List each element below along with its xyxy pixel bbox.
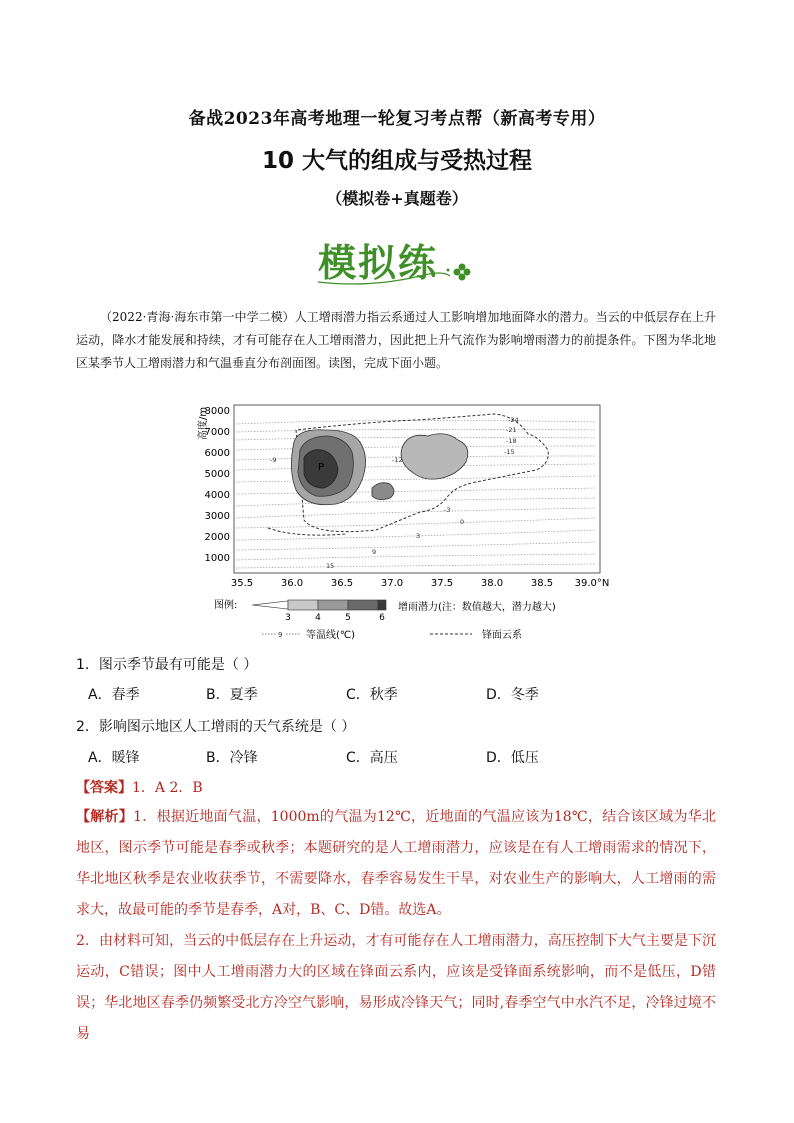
- chapter-title: 10 大气的组成与受热过程: [261, 148, 532, 174]
- x-tick-label: 35.5: [230, 578, 254, 589]
- y-tick-label: 5000: [204, 469, 230, 480]
- analysis-paragraph-2: 2．由材料可知，当云的中低层存在上升运动，才有可能存在人工增雨潜力，高压控制下大气主要是下沉运动，C错误；图中人工增雨潜力大的区域在锋面云系内，应该是受锋面系统影响，而不是低压，D错误；华北地区春季仍频繁受北方冷空气影响，易形成冷锋天气；同时,春季空气中水汽不足，冷锋过境不易: [76, 933, 716, 1042]
- legend-value: 4: [315, 613, 321, 623]
- point-p-label: P: [318, 462, 325, 473]
- legend-swatch-6: [378, 600, 386, 610]
- y-tick-label: 3000: [204, 511, 230, 522]
- isotherm-label: -3: [444, 506, 451, 514]
- subtitle: （模拟卷+真题卷）: [326, 189, 468, 208]
- y-tick-label: 1000: [204, 553, 230, 564]
- option-b[interactable]: B．冷锋: [206, 750, 258, 766]
- option-c[interactable]: C．高压: [346, 750, 398, 766]
- figure-legend: [214, 598, 556, 641]
- y-tick-label: 4000: [204, 490, 230, 501]
- answer-text: 1．A 2．B: [132, 780, 203, 796]
- legend-swatch-5: [348, 600, 378, 610]
- option-d[interactable]: D．冬季: [486, 687, 539, 703]
- series-title: 备战2023年高考地理一轮复习考点帮（新高考专用）: [188, 109, 606, 129]
- isotherm-label: -9: [270, 456, 277, 464]
- cross-section-figure: [176, 400, 622, 646]
- y-tick-label: 6000: [204, 448, 230, 459]
- isotherm-label: 15: [326, 562, 335, 570]
- isotherm-label: -21: [506, 426, 517, 434]
- x-tick-label: 36.5: [330, 578, 354, 589]
- legend-swatch-3: [288, 600, 318, 610]
- isotherm-label: 0: [460, 518, 465, 526]
- legend-front-label: 锋面云系: [482, 630, 522, 641]
- option-c[interactable]: C．秋季: [346, 687, 398, 703]
- legend-potential-label: 增雨潜力(注：数值越大，潜力越大): [398, 602, 556, 613]
- isotherm-label: -24: [508, 416, 519, 424]
- option-a[interactable]: A．春季: [88, 687, 140, 703]
- x-tick-label: 38.0: [480, 578, 504, 589]
- legend-value: 6: [379, 613, 385, 623]
- answer-line: [76, 777, 203, 797]
- x-tick-label: 39.0°N: [574, 578, 610, 589]
- x-tick-label: 36.0: [280, 578, 304, 589]
- option-d[interactable]: D．低压: [486, 750, 539, 766]
- isotherm-label: -12: [392, 456, 403, 464]
- legend-isotherm-label: 等温线(℃): [306, 630, 356, 641]
- option-b[interactable]: B．夏季: [206, 687, 258, 703]
- question-1-stem: 1．图示季节最有可能是（ ）: [76, 657, 258, 673]
- isotherm-label: -15: [504, 448, 515, 456]
- analysis-text-1: 1．根据近地面气温，1000m的气温为12℃，近地面的气温应该为18℃，结合该区域为华北地区，图示季节可能是春季或秋季；本题研究的是人工增雨潜力，应该是在有人工增雨需求的情况下，华北地区秋季是农业收获季节，不需要降水，春季容易发生干旱，对农业生产的影响大，人工增雨的需求大，故最可能的季节是春季，A对，B、C、D错。故选A。: [76, 809, 717, 918]
- banner-title: 模拟练: [318, 241, 439, 285]
- option-a[interactable]: A．暖锋: [88, 750, 140, 766]
- x-tick-label: 38.5: [530, 578, 554, 589]
- section-banner: [310, 232, 480, 290]
- isotherm-label: 9: [372, 548, 377, 556]
- legend-value: 5: [345, 613, 351, 623]
- analysis-paragraph-1: [76, 802, 716, 926]
- legend-value: 3: [285, 613, 291, 623]
- isotherm-label: -18: [506, 437, 517, 445]
- isotherm-label: 3: [416, 532, 421, 540]
- y-tick-label: 8000: [204, 406, 230, 417]
- x-tick-label: 37.0: [380, 578, 404, 589]
- y-axis-label: 高度/m: [198, 406, 209, 440]
- legend-swatch-4: [318, 600, 348, 610]
- legend-isotherm-sample: 9: [278, 631, 283, 639]
- clover-icon: [310, 232, 480, 290]
- y-tick-label: 2000: [204, 532, 230, 543]
- analysis-tag: 【解析】: [76, 809, 134, 825]
- y-tick-label: 7000: [204, 427, 230, 438]
- x-tick-label: 37.5: [430, 578, 454, 589]
- question-2-stem: 2．影响图示地区人工增雨的天气系统是（ ）: [76, 719, 356, 735]
- question-intro: （2022·青海·海东市第一中学二模）人工增雨潜力指云系通过人工影响增加地面降水的潜力。当云的中低层存在上升运动，降水才能发展和持续，才有可能存在人工增雨潜力，因此把上升气流作为影响增雨潜力的前提条件。下图为华北地区某季节人工增雨潜力和气温垂直分布剖面图。读图，完成下面小题。: [76, 310, 716, 370]
- legend-title: 图例:: [214, 600, 238, 611]
- legend-wedge: [252, 601, 288, 609]
- answer-tag: 【答案】: [76, 780, 132, 796]
